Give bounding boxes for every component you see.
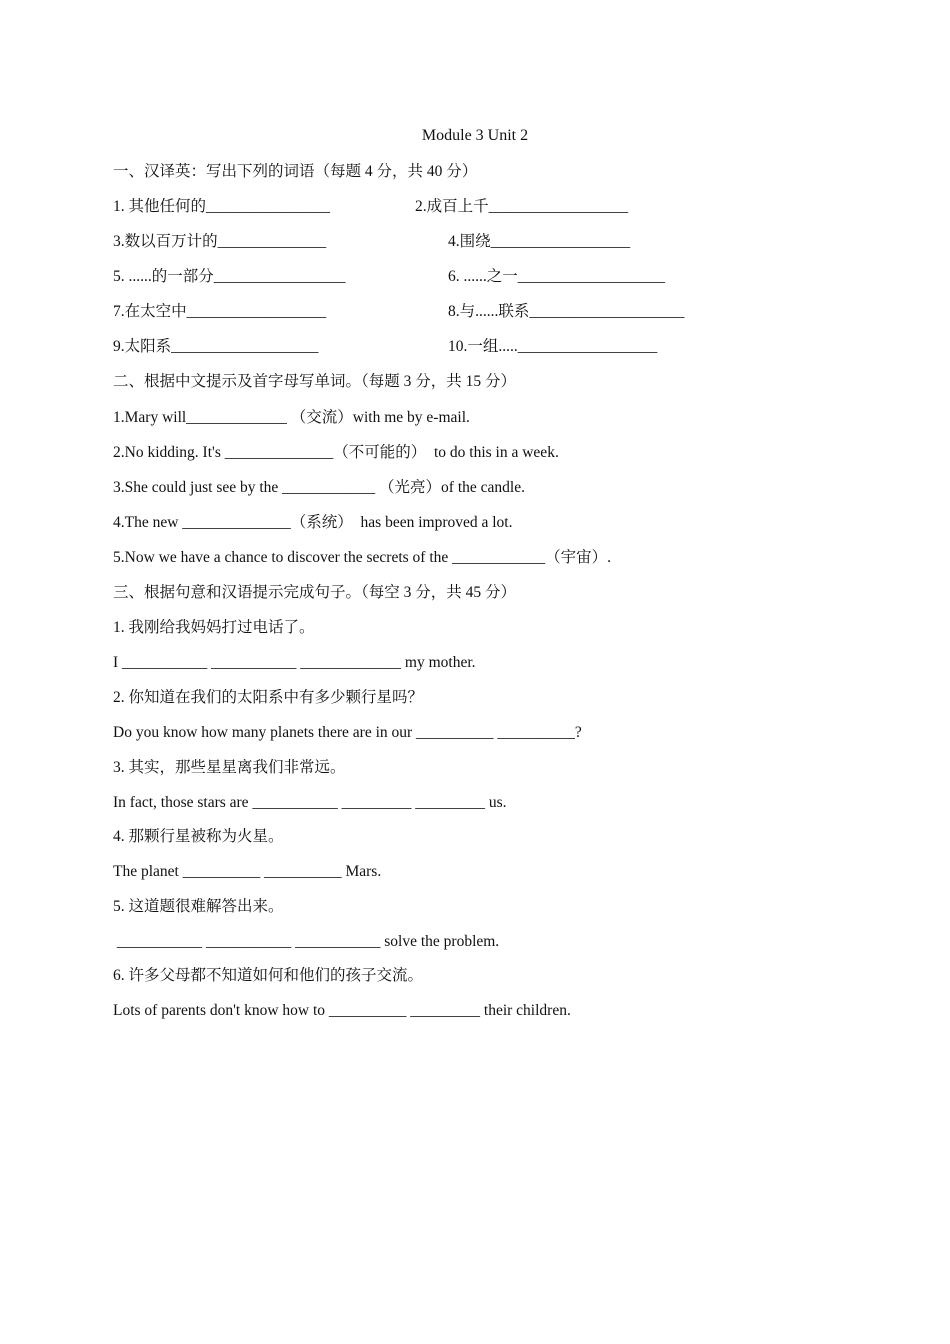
- vocab-item-7: 7.在太空中__________________: [113, 303, 327, 320]
- sentence-4-chinese: 4. 那颗行星被称为火星。: [113, 828, 284, 845]
- sentence-6-english: Lots of parents don't know how to __________ _________ their children.: [113, 1002, 571, 1019]
- page-title: Module 3 Unit 2: [421, 127, 529, 144]
- section-3-heading: 三、根据句意和汉语提示完成句子。（每空 3 分，共 45 分）: [113, 584, 517, 601]
- sentence-5-english: ___________ ___________ ___________ solve the problem.: [113, 933, 500, 950]
- sentence-1-chinese: 1. 我刚给我妈妈打过电话了。: [113, 619, 315, 636]
- word-item-1: 1.Mary will_____________ （交流）with me by e-mail.: [113, 409, 470, 426]
- sentence-6-chinese: 6. 许多父母都不知道如何和他们的孩子交流。: [113, 967, 424, 984]
- vocab-item-9: 9.太阳系___________________: [113, 338, 319, 355]
- sentence-3-chinese: 3. 其实，那些星星离我们非常远。: [113, 759, 346, 776]
- vocab-item-10: 10.一组.....__________________: [448, 338, 658, 355]
- word-item-4: 4.The new ______________（系统） has been improved a lot.: [113, 514, 513, 531]
- sentence-3-english: In fact, those stars are ___________ _________ _________ us.: [113, 794, 507, 811]
- sentence-2-english: Do you know how many planets there are in our __________ __________?: [113, 724, 582, 741]
- vocab-item-8: 8.与......联系____________________: [448, 303, 685, 320]
- sentence-2-chinese: 2. 你知道在我们的太阳系中有多少颗行星吗？: [113, 689, 424, 706]
- vocab-item-1: 1. 其他任何的________________: [113, 198, 331, 215]
- vocab-item-5: 5. ......的一部分_________________: [113, 268, 346, 285]
- section-2-heading: 二、根据中文提示及首字母写单词。（每题 3 分，共 15 分）: [113, 373, 517, 390]
- vocab-item-6: 6. ......之一___________________: [448, 268, 666, 285]
- vocab-item-3: 3.数以百万计的______________: [113, 233, 327, 250]
- vocab-item-4: 4.围绕__________________: [448, 233, 631, 250]
- word-item-5: 5.Now we have a chance to discover the secrets of the ____________（宇宙）.: [113, 549, 612, 566]
- sentence-5-chinese: 5. 这道题很难解答出来。: [113, 898, 284, 915]
- word-item-2: 2.No kidding. It's ______________（不可能的） to do this in a week.: [113, 444, 559, 461]
- sentence-4-english: The planet __________ __________ Mars.: [113, 863, 382, 880]
- section-1-heading: 一、汉译英：写出下列的词语（每题 4 分，共 40 分）: [113, 163, 478, 180]
- sentence-1-english: I ___________ ___________ _____________ my mother.: [113, 654, 476, 671]
- word-item-3: 3.She could just see by the ____________ （光亮）of the candle.: [113, 479, 525, 496]
- vocab-item-2: 2.成百上千__________________: [415, 198, 629, 215]
